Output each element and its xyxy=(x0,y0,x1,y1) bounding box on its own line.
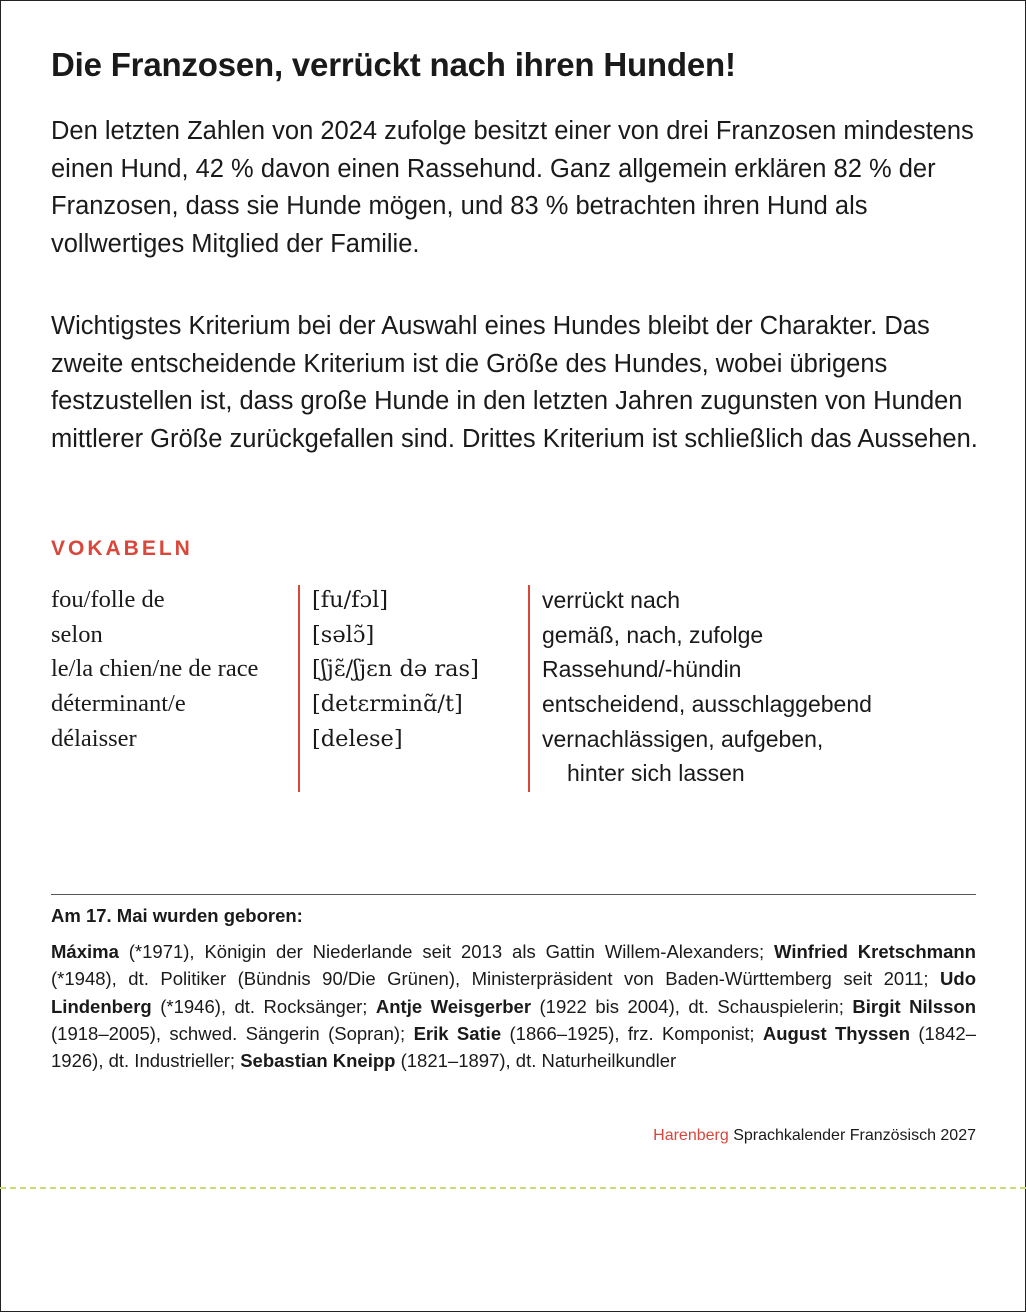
vocab-divider-left xyxy=(298,585,300,792)
birthday-name: Winfried Kretschmann xyxy=(774,941,976,962)
birthdays-text xyxy=(51,938,976,1074)
vocab-french-term: fou/folle de xyxy=(51,586,165,613)
birthday-name: Udo Lindenberg xyxy=(51,968,976,1017)
brand-name: Harenberg xyxy=(653,1127,729,1144)
vocab-german-translation: Rassehund/-hündin xyxy=(542,656,742,683)
vocab-pronunciation: [ʃjɛ̃/ʃjɛn də ras] xyxy=(312,656,479,683)
vocab-french-column xyxy=(51,583,296,756)
section-divider xyxy=(51,894,976,895)
birthday-name: Erik Satie xyxy=(413,1022,502,1044)
calendar-footer xyxy=(653,1127,976,1145)
vocab-pronunciation: [səlɔ̃] xyxy=(312,621,375,648)
vocab-french-term: selon xyxy=(51,620,103,648)
calendar-name: Sprachkalender Französisch 2027 xyxy=(728,1127,976,1144)
vocab-pronunciation: [delese] xyxy=(312,725,403,752)
paragraph-statistics: Den letzten Zahlen von 2024 zufolge besitzt einer von drei Franzosen mindestens einen Hund, 42 % davon einen Rassehund. Ganz allgemein erklären 82 % der Franzosen, dass sie Hunde mögen, und 83 % betrachten ihren Hund als vollwertiges Mitglied der Familie. xyxy=(51,117,974,258)
birthday-name: Antje Weisgerber xyxy=(375,995,532,1017)
vocab-pronunciation: [fu/fɔl] xyxy=(312,587,389,613)
paragraph-criteria: Wichtigstes Kriterium bei der Auswahl eines Hundes bleibt der Charakter. Das zweite entscheidende Kriterium ist die Größe des Hundes, wobei übrigens festzustellen ist, dass große Hunde in den letzten Jahren zugunsten von Hunden mittlerer Größe zurückgefallen sind. Drittes Kriterium ist schließlich das Aussehen. xyxy=(51,312,978,453)
birthday-details: (1866–1925), frz. Komponist; xyxy=(501,1022,763,1044)
vocab-german-translation: gemäß, nach, zufolge xyxy=(542,621,764,648)
vocab-divider-right xyxy=(528,585,530,792)
birthday-name: Sebastian Kneipp xyxy=(240,1050,396,1072)
vocab-german-column xyxy=(542,583,982,791)
cut-line xyxy=(0,1187,1026,1189)
vocab-german-translation: hinter sich lassen xyxy=(567,760,745,787)
birthdays-heading: Am 17. Mai wurden geboren: xyxy=(51,905,303,926)
vocab-french-term: délaisser xyxy=(51,724,137,752)
birthday-details: (*1971), Königin der Niederlande seit 2013 als Gattin Willem-Alexanders; xyxy=(118,941,775,962)
vocab-french-term: déterminant/e xyxy=(51,690,186,718)
birthday-details: (*1948), dt. Politiker (Bündnis 90/Die Grünen), Ministerpräsident von Baden-Württemberg seit 2011; xyxy=(51,968,941,990)
birthday-details: (1918–2005), schwed. Sängerin (Sopran); xyxy=(51,1022,414,1044)
vocab-german-translation: vernachlässigen, aufgeben, xyxy=(542,725,824,752)
vocab-french-term: le/la chien/ne de race xyxy=(51,655,259,683)
birthday-details: (1842–1926), dt. Industrieller; xyxy=(51,1022,977,1072)
vocab-heading: VOKABELN xyxy=(51,537,193,560)
birthday-details: (*1946), dt. Rocksänger; xyxy=(151,995,376,1017)
vocab-german-translation: verrückt nach xyxy=(542,587,681,613)
birthday-details: (1922 bis 2004), dt. Schauspielerin; xyxy=(531,995,853,1017)
birthday-name: August Thyssen xyxy=(762,1022,911,1044)
vocab-german-translation: entscheidend, ausschlaggebend xyxy=(542,691,872,718)
vocab-pronunciation: [detɛrminɑ̃/t] xyxy=(312,691,463,718)
vocab-pronunciation-column xyxy=(312,583,522,756)
birthday-details: (1821–1897), dt. Naturheilkundler xyxy=(395,1050,677,1072)
birthday-name: Máxima xyxy=(51,941,119,962)
birthday-name: Birgit Nilsson xyxy=(852,995,977,1017)
page-title: Die Franzosen, verrückt nach ihren Hunden! xyxy=(51,46,736,83)
